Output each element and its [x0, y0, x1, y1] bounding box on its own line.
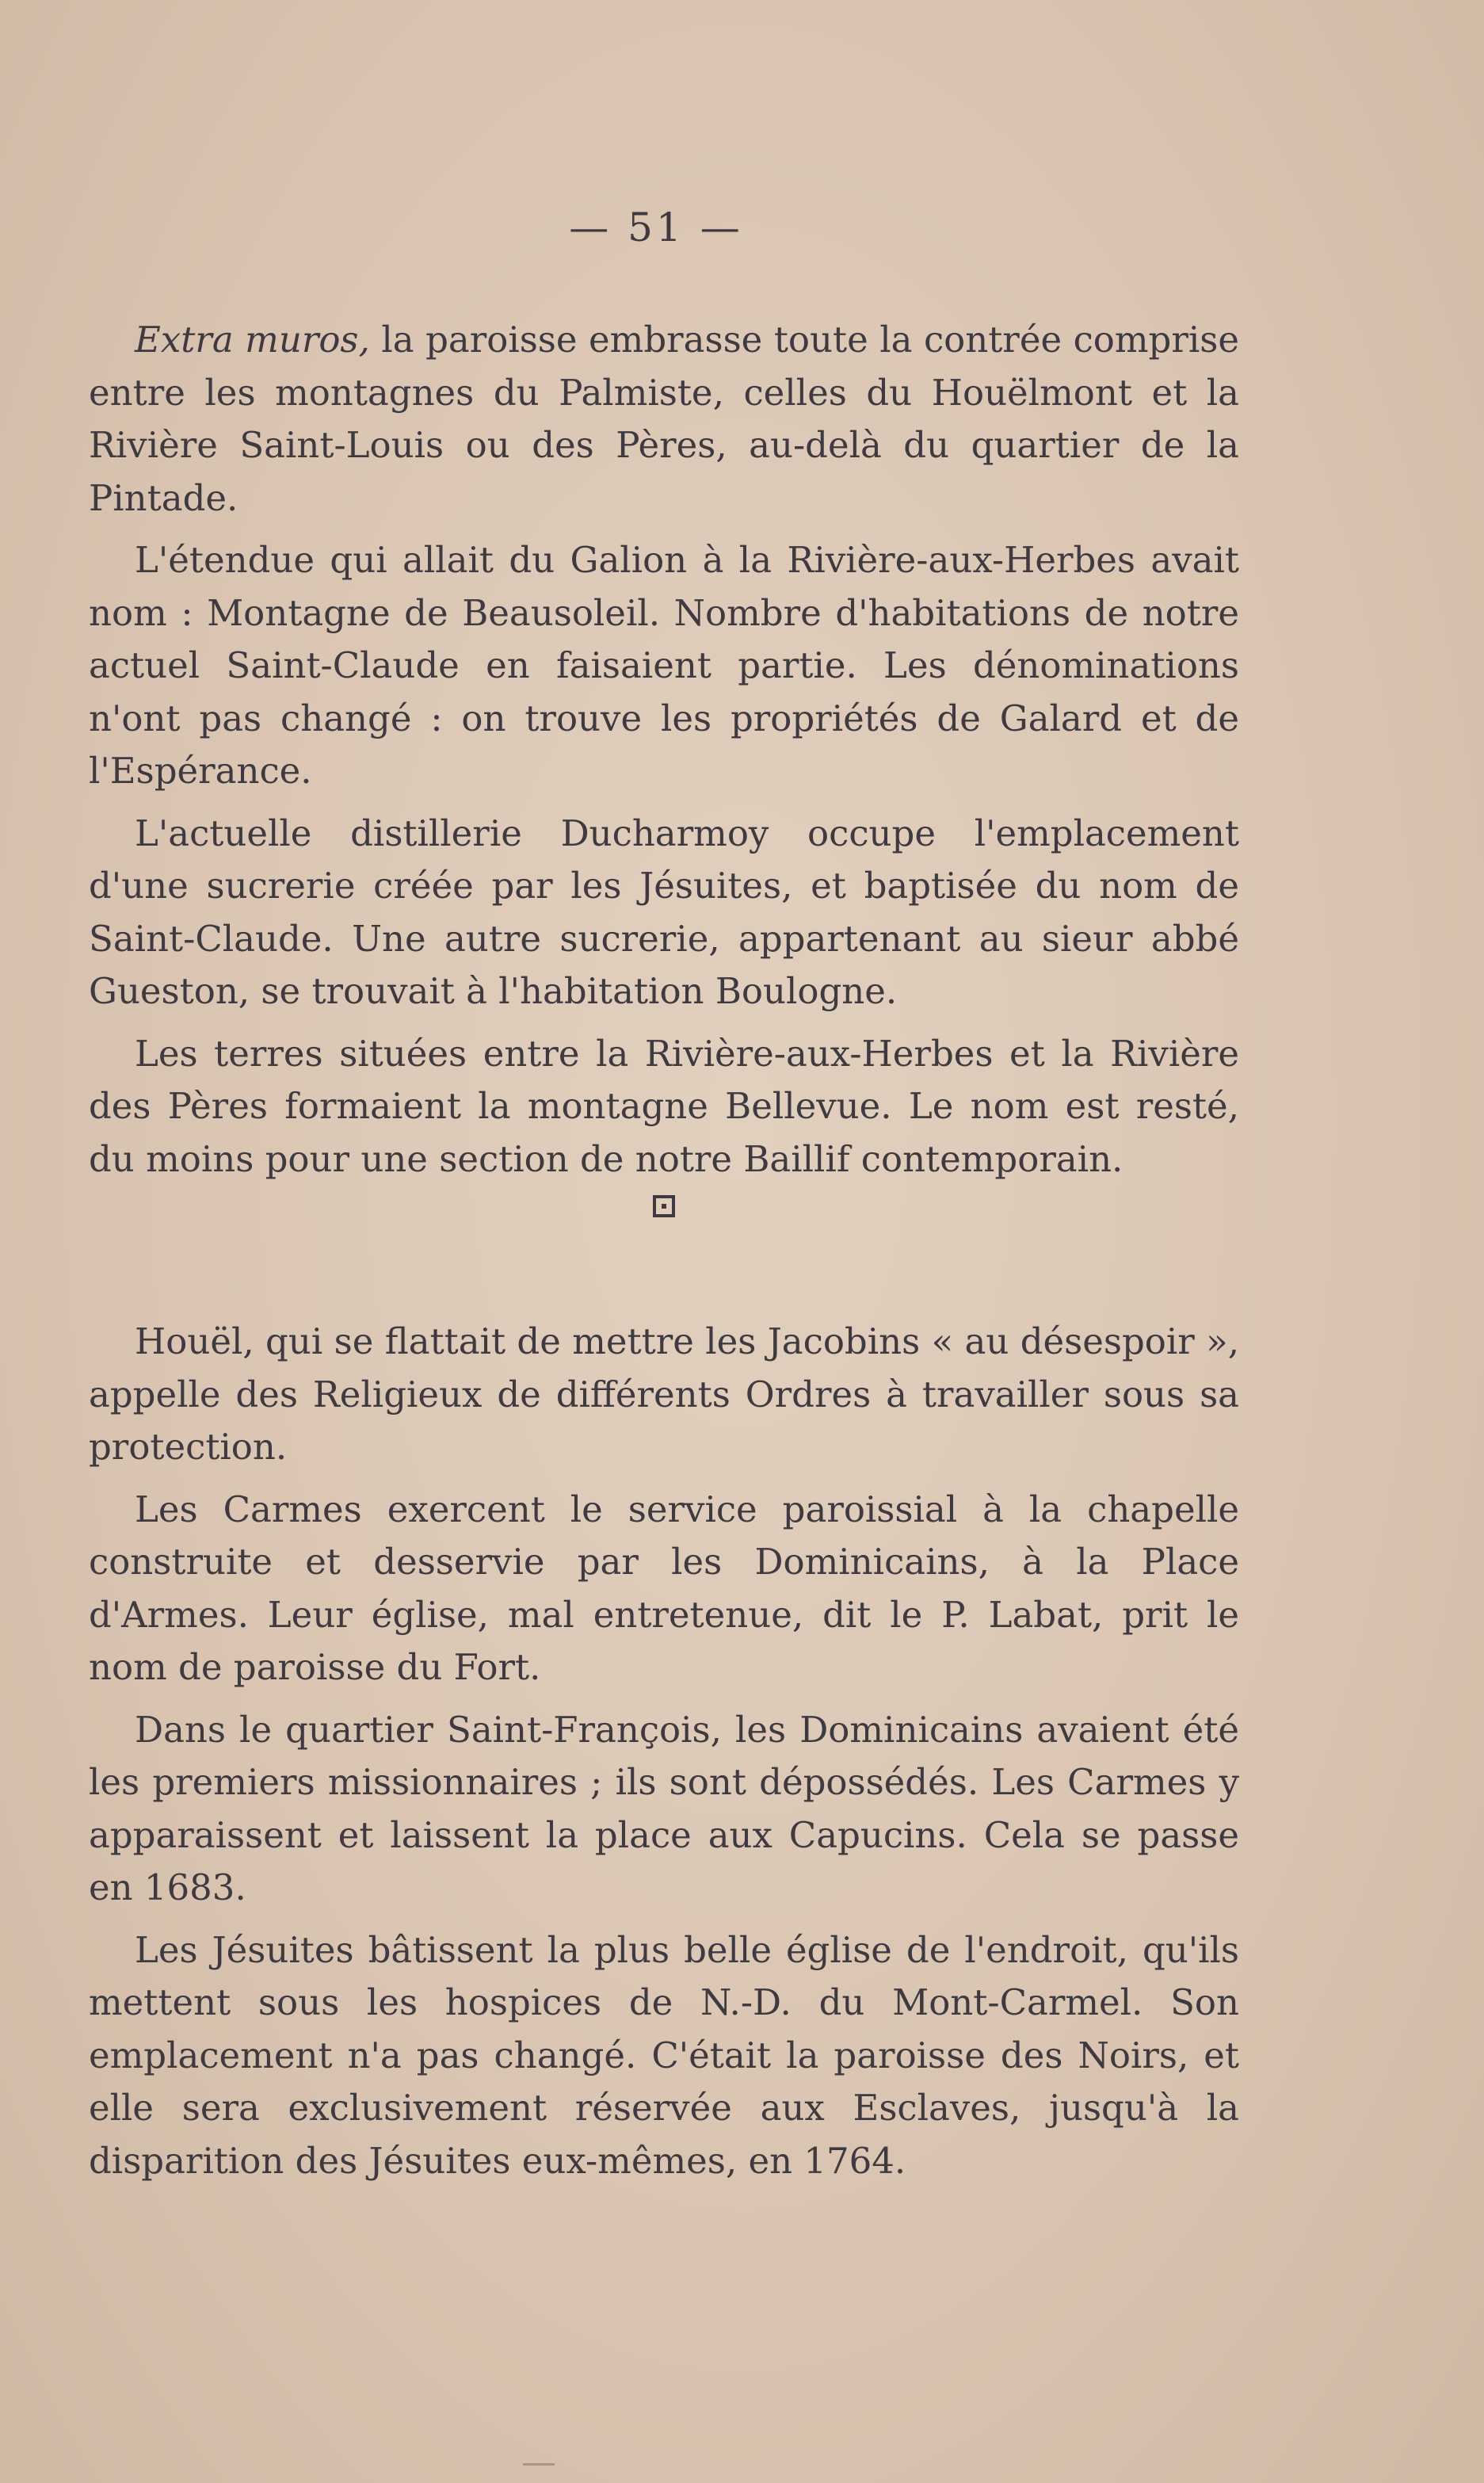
paragraph-extra-muros	[89, 314, 1239, 525]
paragraph-distillerie: L'actuelle distillerie Ducharmoy occupe l'emplacement d'une sucrerie créée par les Jésuites, et baptisée du nom de Saint-Claude. Une autre sucrerie, appartenant au sieur abbé Gueston, se trouvait à l'habitation Boulogne.	[89, 812, 1239, 1012]
paragraph-text: la paroisse embrasse toute la contrée comprise entre les montagnes du Palmiste, celles du Houëlmont et la Rivière Saint-Louis ou des Pères, au-delà du quartier de la Pintade.	[89, 319, 1239, 519]
paragraph-saint-francois: Dans le quartier Saint-François, les Dominicains avaient été les premiers missionnaires ; ils sont dépossédés. Les Carmes y apparaissent et laissent la place aux Capucins. Cela se passe en 1683.	[89, 1708, 1239, 1908]
paragraph-bellevue: Les terres situées entre la Rivière-aux-Herbes et la Rivière des Pères formaient la montagne Bellevue. Le nom est resté, du moins pour une section de notre Baillif contemporain.	[89, 1032, 1239, 1180]
paragraph-beausoleil: L'étendue qui allait du Galion à la Rivière-aux-Herbes avait nom : Montagne de Beausoleil. Nombre d'habitations de notre actuel Saint-Claude en faisaient partie. Les dénominations n'ont pas changé : on trouve les propriétés de Galard et de l'Espérance.	[89, 539, 1239, 792]
page-content	[89, 204, 1239, 2197]
paragraph-jesuites: Les Jésuites bâtissent la plus belle église de l'endroit, qu'ils mettent sous les hospices de N.-D. du Mont-Carmel. Son emplacement n'a pas changé. C'était la paroisse des Noirs, et elle sera exclusivement réservée aux Esclaves, jusqu'à la disparition des Jésuites eux-mêmes, en 1764.	[89, 1928, 1239, 2182]
italic-phrase: Extra muros,	[135, 319, 370, 361]
paragraph-carmes: Les Carmes exercent le service paroissial à la chapelle construite et desservie par les Dominicains, à la Place d'Armes. Leur église, mal entretenue, dit le P. Labat, prit le nom de paroisse du Fort.	[89, 1488, 1239, 1688]
page-number: — 51 —	[569, 204, 743, 250]
section-separator	[89, 1195, 1239, 1227]
page-bottom-mark	[523, 2463, 555, 2466]
boxed-square-ornament-icon	[653, 1195, 675, 1217]
paragraph-houel: Houël, qui se flattait de mettre les Jacobins « au désespoir », appelle des Religieux de différents Ordres à travailler sous sa protection.	[89, 1320, 1239, 1468]
